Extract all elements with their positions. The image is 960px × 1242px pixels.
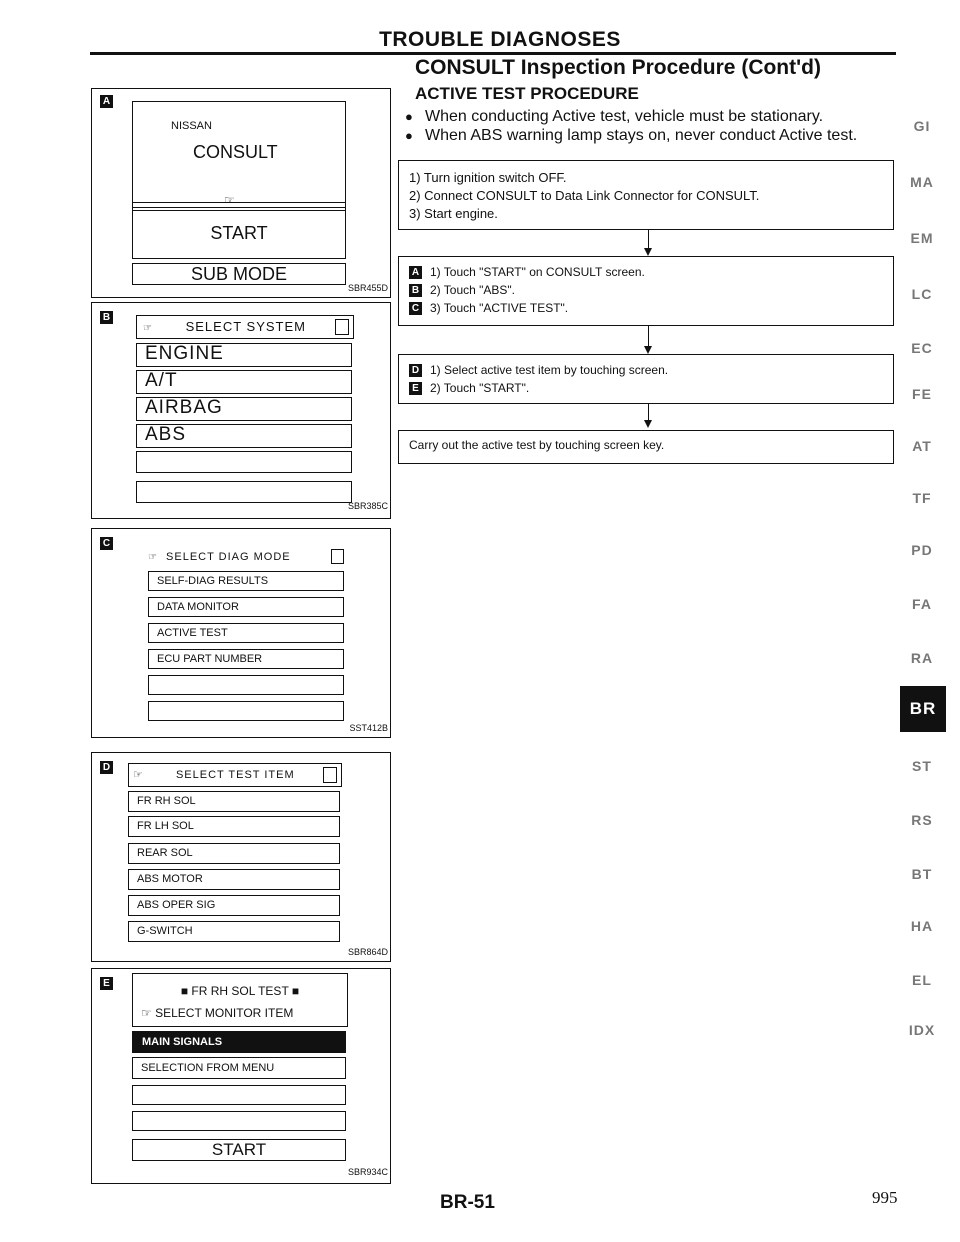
diag-mode-item-empty[interactable] (148, 701, 344, 721)
figure-code: SBR455D (347, 283, 388, 293)
panel-b (91, 302, 391, 519)
sub-mode-button[interactable]: SUB MODE (132, 263, 346, 285)
panel-b-badge: B (100, 311, 113, 324)
step-text: 2) Touch "START". (430, 381, 530, 395)
sidebar-item-ha[interactable]: HA (910, 918, 934, 934)
test-item[interactable]: ABS MOTOR (128, 869, 340, 890)
select-diag-title (148, 547, 344, 567)
flow-line (409, 263, 883, 281)
title-label: SELECT DIAG MODE (166, 551, 291, 563)
page-icon (335, 319, 349, 335)
flow-step-1 (398, 160, 894, 230)
flow-arrow-icon (644, 420, 652, 428)
step-badge: E (409, 382, 422, 395)
select-test-title (128, 763, 342, 787)
flow-line: 1) Turn ignition switch OFF. (409, 170, 567, 185)
sidebar-item-fe[interactable]: FE (912, 386, 932, 402)
empty-row[interactable] (132, 1085, 346, 1105)
screen-divider (133, 202, 345, 203)
start-button[interactable]: START (132, 1139, 346, 1161)
panel-d (91, 752, 391, 962)
system-item[interactable]: ABS (136, 424, 352, 448)
bullet-2: ● When ABS warning lamp stays on, never conduct Active test. (405, 127, 858, 144)
start-button[interactable]: START (132, 207, 346, 259)
system-item-empty[interactable] (136, 481, 352, 503)
step-text: 1) Select active test item by touching screen. (430, 363, 669, 377)
system-item[interactable]: ENGINE (136, 343, 352, 367)
page-number: 995 (872, 1188, 898, 1207)
panel-e (91, 968, 391, 1184)
flow-arrow-icon (644, 346, 652, 354)
figure-code: SBR864D (347, 947, 388, 957)
consult-screen (132, 101, 346, 211)
diag-mode-item[interactable]: ECU PART NUMBER (148, 649, 344, 669)
flow-step-3 (398, 354, 894, 404)
step-badge: D (409, 364, 422, 377)
test-item[interactable]: FR RH SOL (128, 791, 340, 812)
figure-code: SST412B (349, 723, 388, 733)
step-text: 1) Touch "START" on CONSULT screen. (430, 265, 645, 279)
flow-line (409, 379, 883, 397)
sidebar-item-bt[interactable]: BT (911, 866, 933, 882)
hand-icon: ☞ (148, 552, 157, 563)
panel-a-badge: A (100, 95, 113, 108)
selection-from-menu-button[interactable]: SELECTION FROM MENU (132, 1057, 346, 1079)
test-item[interactable]: FR LH SOL (128, 816, 340, 837)
sidebar-item-gi[interactable]: GI (913, 118, 931, 134)
sidebar-item-pd[interactable]: PD (911, 542, 933, 558)
sidebar-item-st[interactable]: ST (912, 758, 932, 774)
sidebar-item-ma[interactable]: MA (910, 174, 934, 190)
panel-d-badge: D (100, 761, 113, 774)
panel-e-badge: E (100, 977, 113, 990)
sidebar-item-el[interactable]: EL (912, 972, 932, 988)
flow-line (409, 299, 883, 317)
title-label: SELECT TEST ITEM (175, 769, 295, 781)
flow-line (409, 361, 883, 379)
step-badge: A (409, 266, 422, 279)
flow-arrow-icon (644, 248, 652, 256)
sidebar-item-em[interactable]: EM (910, 230, 934, 246)
sidebar-item-tf[interactable]: TF (912, 490, 932, 506)
sidebar-item-lc[interactable]: LC (911, 286, 933, 302)
system-item[interactable]: AIRBAG (136, 397, 352, 421)
diag-mode-item[interactable]: SELF-DIAG RESULTS (148, 571, 344, 591)
section-title: CONSULT Inspection Procedure (Cont'd) (415, 56, 821, 79)
subsection-title: ACTIVE TEST PROCEDURE (415, 84, 639, 103)
flow-step-2 (398, 256, 894, 326)
flow-step-4: Carry out the active test by touching screen key. (398, 430, 894, 464)
step-badge: C (409, 302, 422, 315)
test-item[interactable]: G-SWITCH (128, 921, 340, 942)
sidebar-item-rs[interactable]: RS (911, 812, 933, 828)
test-title: FR RH SOL TEST (191, 984, 289, 998)
panel-c-badge: C (100, 537, 113, 550)
header-rule (90, 52, 896, 55)
monitor-header (132, 973, 348, 1027)
main-signals-button[interactable]: MAIN SIGNALS (132, 1031, 346, 1053)
step-text: 3) Touch "ACTIVE TEST". (430, 301, 569, 315)
empty-row[interactable] (132, 1111, 346, 1131)
select-system-title (136, 315, 354, 339)
figure-code: SBR385C (347, 501, 388, 511)
sidebar-item-ra[interactable]: RA (910, 650, 934, 666)
page-icon (331, 549, 344, 564)
page-title: TROUBLE DIAGNOSES (379, 28, 621, 51)
sidebar-item-idx[interactable]: IDX (908, 1022, 936, 1038)
monitor-label: SELECT MONITOR ITEM (155, 1006, 294, 1020)
test-title-line: ■ FR RH SOL TEST ■ (180, 984, 300, 998)
page-icon (323, 767, 337, 783)
sidebar-item-fa[interactable]: FA (912, 596, 932, 612)
sidebar-item-at[interactable]: AT (912, 438, 932, 454)
step-badge: B (409, 284, 422, 297)
title-label: SELECT SYSTEM (185, 319, 306, 334)
test-item[interactable]: ABS OPER SIG (128, 895, 340, 916)
diag-mode-item-empty[interactable] (148, 675, 344, 695)
monitor-line: ☞ SELECT MONITOR ITEM (141, 1006, 294, 1020)
hand-icon: ☞ (133, 769, 143, 781)
flow-line (409, 281, 883, 299)
flow-line: 3) Start engine. (409, 206, 498, 221)
flow-line: 2) Connect CONSULT to Data Link Connector for CONSULT. (409, 188, 760, 203)
sidebar-item-br[interactable]: BR (900, 686, 946, 732)
flow-arrow-line (648, 326, 649, 348)
step-text: 2) Touch "ABS". (430, 283, 516, 297)
brand-label: NISSAN (171, 120, 212, 132)
test-item[interactable]: REAR SOL (128, 843, 340, 864)
page-code: BR-51 (440, 1192, 495, 1213)
flow-arrow-line (648, 230, 649, 250)
diag-mode-item[interactable]: DATA MONITOR (148, 597, 344, 617)
bullet-1: ● When conducting Active test, vehicle must be stationary. (405, 108, 824, 125)
touch-icon: ☞ (224, 193, 235, 207)
panel-c (91, 528, 391, 738)
panel-a (91, 88, 391, 298)
hand-icon: ☞ (143, 323, 152, 334)
figure-code: SBR934C (347, 1167, 388, 1177)
system-item[interactable]: A/T (136, 370, 352, 394)
product-label: CONSULT (193, 142, 278, 162)
system-item-empty[interactable] (136, 451, 352, 473)
diag-mode-item[interactable]: ACTIVE TEST (148, 623, 344, 643)
sidebar-item-ec[interactable]: EC (911, 340, 933, 356)
